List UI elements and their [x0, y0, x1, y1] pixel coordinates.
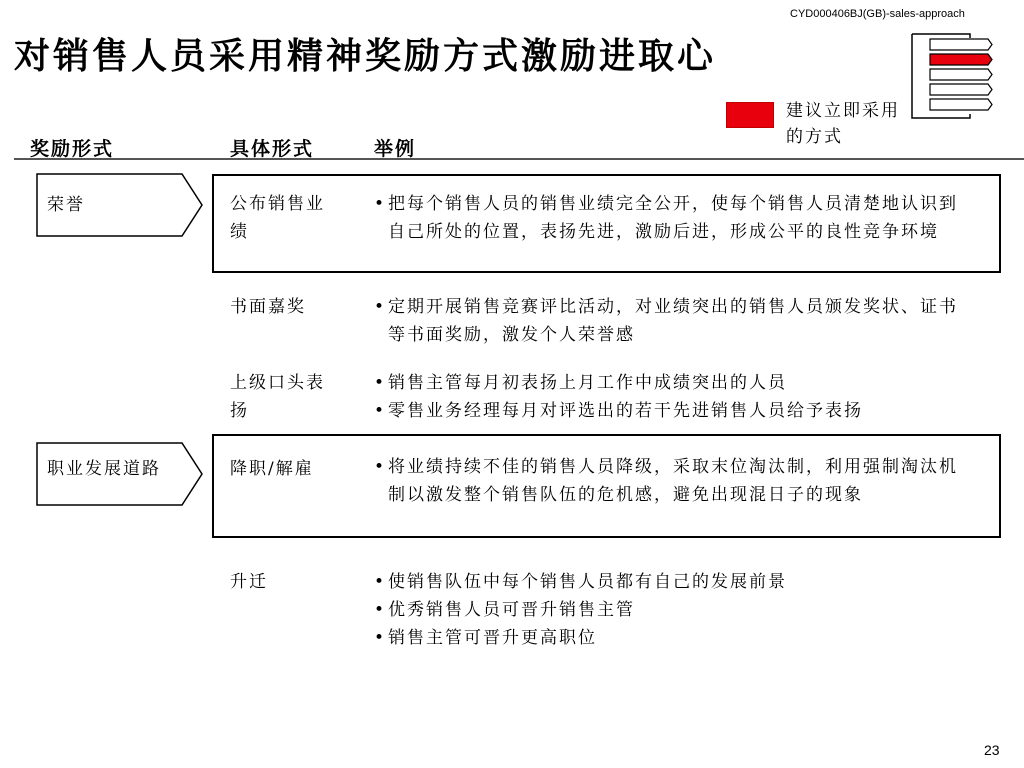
section-tracker-icon	[908, 30, 998, 122]
example-item: • 销售主管每月初表扬上月工作中成绩突出的人员	[374, 369, 984, 397]
tracker-step-2-active	[930, 54, 992, 65]
example-item: • 定期开展销售竞赛评比活动，对业绩突出的销售人员颁发奖状、证书等书面奖励，激发个人荣誉感	[374, 293, 974, 349]
example-list	[374, 453, 974, 509]
example-item: • 使销售队伍中每个销售人员都有自己的发展前景	[374, 568, 974, 596]
example-list	[374, 293, 974, 349]
legend-swatch	[726, 102, 774, 128]
tracker-step-3	[930, 69, 992, 80]
page-number: 23	[984, 742, 1000, 758]
tracker-step-5	[930, 99, 992, 110]
example-item: • 优秀销售人员可晋升销售主管	[374, 596, 974, 624]
example-item: • 销售主管可晋升更高职位	[374, 624, 974, 652]
example-list	[374, 369, 984, 425]
form-label: 升迁	[230, 572, 268, 592]
example-item: • 把每个销售人员的销售业绩完全公开，使每个销售人员清楚地认识到自己所处的位置，表扬先进，激励后进，形成公平的良性竞争环境	[374, 190, 974, 246]
tracker-step-4	[930, 84, 992, 95]
category-label-honor: 荣誉	[47, 195, 85, 215]
example-list	[374, 190, 974, 246]
header-divider	[14, 158, 1024, 160]
example-list	[374, 568, 974, 652]
column-header-specific-form: 具体形式	[230, 138, 315, 160]
document-code: CYD000406BJ(GB)-sales-approach	[790, 8, 965, 20]
form-label: 上级口头表扬	[230, 373, 325, 421]
tracker-step-1	[930, 39, 992, 50]
form-label: 书面嘉奖	[230, 297, 306, 317]
column-header-examples: 举例	[374, 138, 417, 160]
form-label: 降职/解雇	[230, 459, 314, 479]
column-header-reward-type: 奖励形式	[30, 138, 115, 160]
example-item: • 将业绩持续不佳的销售人员降级，采取末位淘汰制，利用强制淘汰机制以激发整个销售队伍的危机感，避免出现混日子的现象	[374, 453, 974, 509]
page-title: 对销售人员采用精神奖励方式激励进取心	[14, 35, 717, 77]
category-label-career: 职业发展道路	[47, 459, 161, 479]
legend-label: 建议立即采用的方式	[786, 101, 900, 147]
example-item: • 零售业务经理每月对评选出的若干先进销售人员给予表扬	[374, 397, 984, 425]
form-label: 公布销售业绩	[230, 194, 325, 242]
